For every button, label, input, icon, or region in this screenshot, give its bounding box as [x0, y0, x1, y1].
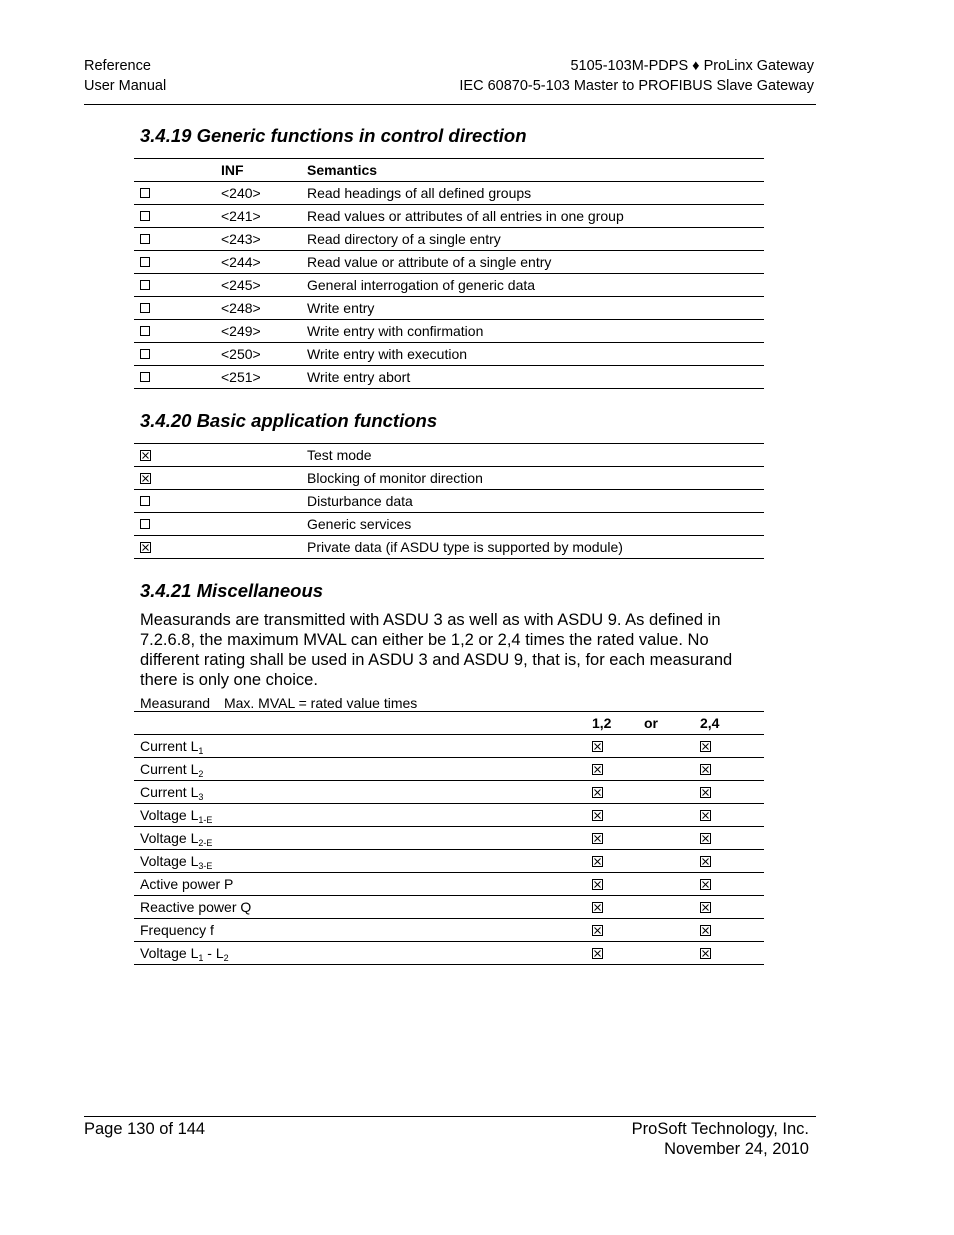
footer-page-number: Page 130 of 144 — [84, 1120, 206, 1138]
checked-box-icon — [592, 833, 603, 844]
measurand-subscript: 1-E — [198, 815, 213, 825]
measurand-name-cell — [134, 781, 592, 804]
table-row — [134, 251, 764, 274]
checked-box-icon — [592, 902, 603, 913]
unchecked-box-icon — [140, 349, 150, 359]
checkbox-cell — [134, 467, 301, 490]
col-2-4-cell — [700, 804, 764, 827]
checked-box-icon — [592, 925, 603, 936]
checkbox-cell — [134, 251, 215, 274]
checkbox-cell — [134, 205, 215, 228]
col-2-4-cell — [700, 850, 764, 873]
checked-box-icon — [700, 764, 711, 775]
col-1-2-cell — [592, 827, 644, 850]
header-reference: Reference — [84, 58, 151, 74]
unchecked-box-icon — [140, 496, 150, 506]
semantics-cell: Write entry with execution — [301, 343, 764, 366]
measurand-name-cell — [134, 873, 592, 896]
function-cell: Blocking of monitor direction — [301, 467, 764, 490]
measurand-name-cell — [134, 758, 592, 781]
table-row — [134, 804, 764, 827]
measurand-name-header — [134, 712, 592, 735]
measurand-name-cell — [134, 942, 592, 965]
col-2-4-cell — [700, 758, 764, 781]
section-title-basic: 3.4.20 Basic application functions — [140, 410, 438, 431]
table-row — [134, 781, 764, 804]
measurand-subscript-2: 2 — [223, 953, 229, 963]
measurand-name: Frequency f — [140, 922, 214, 938]
col-1-2-cell — [592, 804, 644, 827]
checkbox-cell — [134, 274, 215, 297]
col-2-4-cell — [700, 735, 764, 758]
table-row — [134, 735, 764, 758]
semantics-cell: Write entry abort — [301, 366, 764, 389]
table-row — [134, 182, 764, 205]
unchecked-box-icon — [140, 211, 150, 221]
col-or-cell — [644, 781, 700, 804]
measurand-name-tail: - L — [203, 945, 224, 961]
checkbox-cell — [134, 490, 301, 513]
unchecked-box-icon — [140, 372, 150, 382]
unchecked-box-icon — [140, 326, 150, 336]
measurand-name-cell — [134, 919, 592, 942]
table-row — [134, 758, 764, 781]
measurand-name: Current L — [140, 761, 199, 777]
function-cell: Private data (if ASDU type is supported by module) — [301, 536, 764, 559]
measurand-name: Current L — [140, 784, 199, 800]
header-user-manual: User Manual — [84, 77, 167, 94]
checked-box-icon — [592, 741, 603, 752]
measurand-name: Voltage L — [140, 853, 199, 869]
checked-box-icon — [140, 542, 151, 553]
unchecked-box-icon — [140, 257, 150, 267]
unchecked-box-icon — [140, 303, 150, 313]
measurand-subscript: 2 — [198, 769, 204, 779]
checkbox-cell — [134, 513, 301, 536]
inf-cell: <240> — [215, 182, 301, 205]
checked-box-icon — [140, 450, 151, 461]
table-row — [134, 205, 764, 228]
inf-cell: <248> — [215, 297, 301, 320]
table-row — [134, 444, 764, 467]
table-row — [134, 827, 764, 850]
header-product: 5105-103M-PDPS ♦ ProLinx Gateway — [570, 58, 814, 74]
checkbox-cell — [134, 536, 301, 559]
checkbox-cell — [134, 228, 215, 251]
table-row — [134, 490, 764, 513]
table-row — [134, 297, 764, 320]
header-gateway: IEC 60870-5-103 Master to PROFIBUS Slave Gateway — [459, 77, 814, 94]
unchecked-box-icon — [140, 234, 150, 244]
checkbox-cell — [134, 297, 215, 320]
checked-box-icon — [592, 787, 603, 798]
checked-box-icon — [140, 473, 151, 484]
table-row — [134, 274, 764, 297]
inf-cell: <245> — [215, 274, 301, 297]
function-cell: Generic services — [301, 513, 764, 536]
col-1-2-cell — [592, 758, 644, 781]
checked-box-icon — [592, 948, 603, 959]
misc-paragraph: Measurands are transmitted with ASDU 3 as well as with ASDU 9. As defined in 7.2.6.8, the maximum MVAL can either be 1,2 or 2,4 times the rated value. No different rating shall be used in ASDU 3 and ASDU 9, that is, for each measurand there is only one choice. — [140, 611, 733, 689]
function-cell: Disturbance data — [301, 490, 764, 513]
checked-box-icon — [700, 902, 711, 913]
checkbox-cell — [134, 320, 215, 343]
col-2-4-cell — [700, 873, 764, 896]
checkbox-cell — [134, 366, 215, 389]
checkbox-cell — [134, 444, 301, 467]
col-2-4-header: 2,4 — [700, 712, 764, 735]
col-1-2-cell — [592, 873, 644, 896]
checked-box-icon — [700, 810, 711, 821]
col-or-cell — [644, 804, 700, 827]
measurand-name: Voltage L — [140, 830, 199, 846]
table-row — [134, 850, 764, 873]
checked-box-icon — [592, 810, 603, 821]
col-1-2-cell — [592, 919, 644, 942]
checkbox-cell — [134, 343, 215, 366]
col-or-header: or — [644, 712, 700, 735]
col-or-cell — [644, 850, 700, 873]
measurand-subscript: 2-E — [198, 838, 213, 848]
checked-box-icon — [700, 879, 711, 890]
inf-cell: <241> — [215, 205, 301, 228]
measurand-subscript: 1 — [198, 953, 204, 963]
measurand-name-cell — [134, 827, 592, 850]
col-or-cell — [644, 758, 700, 781]
header-right — [459, 57, 814, 96]
generic-functions-body — [134, 182, 764, 389]
semantics-cell: Read directory of a single entry — [301, 228, 764, 251]
col-or-cell — [644, 873, 700, 896]
table-row — [134, 942, 764, 965]
footer-right — [632, 1120, 809, 1159]
unchecked-box-icon — [140, 280, 150, 290]
measurand-subscript: 3 — [198, 792, 204, 802]
semantics-cell: Read headings of all defined groups — [301, 182, 764, 205]
semantics-cell: Read values or attributes of all entries in one group — [301, 205, 764, 228]
section-title-generic: 3.4.19 Generic functions in control direction — [140, 125, 527, 146]
col-or-cell — [644, 919, 700, 942]
col-or-cell — [644, 735, 700, 758]
semantics-cell: Write entry — [301, 297, 764, 320]
col-1-2-cell — [592, 942, 644, 965]
measurand-table — [134, 711, 764, 965]
measurand-name: Active power P — [140, 876, 234, 892]
measurand-body — [134, 735, 764, 965]
caption-mval: Max. MVAL = rated value times — [223, 695, 418, 711]
checked-box-icon — [700, 925, 711, 936]
semantics-cell: Read value or attribute of a single entry — [301, 251, 764, 274]
measurand-name: Voltage L — [140, 945, 199, 961]
table-row — [134, 919, 764, 942]
inf-cell: <250> — [215, 343, 301, 366]
table-row — [134, 896, 764, 919]
inf-cell: <251> — [215, 366, 301, 389]
checkbox-column-header — [134, 159, 215, 182]
function-cell: Test mode — [301, 444, 764, 467]
checked-box-icon — [700, 856, 711, 867]
table-row — [134, 228, 764, 251]
col-1-2-cell — [592, 781, 644, 804]
table-row — [134, 320, 764, 343]
inf-cell: <243> — [215, 228, 301, 251]
col-or-cell — [644, 942, 700, 965]
header-left — [84, 57, 166, 96]
col-1-2-cell — [592, 850, 644, 873]
col-1-2-cell — [592, 735, 644, 758]
measurand-subscript: 3-E — [198, 861, 213, 871]
col-2-4-cell — [700, 942, 764, 965]
measurand-name: Current L — [140, 738, 199, 754]
table-row — [134, 873, 764, 896]
col-2-4-cell — [700, 896, 764, 919]
caption-measurand: Measurand — [140, 695, 211, 711]
measurand-caption — [140, 695, 427, 711]
inf-cell: <244> — [215, 251, 301, 274]
measurand-name: Reactive power Q — [140, 899, 252, 915]
checked-box-icon — [700, 787, 711, 798]
inf-column-header: INF — [215, 159, 301, 182]
table-row — [134, 366, 764, 389]
col-or-cell — [644, 827, 700, 850]
table-row — [134, 343, 764, 366]
unchecked-box-icon — [140, 519, 150, 529]
footer-date: November 24, 2010 — [664, 1139, 809, 1158]
checkbox-cell — [134, 182, 215, 205]
measurand-name-cell — [134, 850, 592, 873]
col-or-cell — [644, 896, 700, 919]
generic-functions-table — [134, 158, 764, 389]
col-1-2-cell — [592, 896, 644, 919]
semantics-cell: General interrogation of generic data — [301, 274, 764, 297]
section-title-misc: 3.4.21 Miscellaneous — [140, 580, 324, 601]
basic-functions-table — [134, 443, 764, 559]
measurand-name-cell — [134, 735, 592, 758]
semantics-cell: Write entry with confirmation — [301, 320, 764, 343]
col-2-4-cell — [700, 781, 764, 804]
col-2-4-cell — [700, 919, 764, 942]
semantics-column-header: Semantics — [301, 159, 764, 182]
measurand-name: Voltage L — [140, 807, 199, 823]
measurand-name-cell — [134, 804, 592, 827]
footer-divider — [84, 1116, 816, 1117]
table-row — [134, 513, 764, 536]
checked-box-icon — [700, 741, 711, 752]
checked-box-icon — [700, 948, 711, 959]
checked-box-icon — [700, 833, 711, 844]
measurand-subscript: 1 — [198, 746, 204, 756]
checked-box-icon — [592, 879, 603, 890]
table-row — [134, 467, 764, 490]
checked-box-icon — [592, 856, 603, 867]
unchecked-box-icon — [140, 188, 150, 198]
checked-box-icon — [592, 764, 603, 775]
header-divider — [84, 104, 816, 105]
basic-functions-body — [134, 444, 764, 559]
col-2-4-cell — [700, 827, 764, 850]
footer-company: ProSoft Technology, Inc. — [631, 1120, 809, 1138]
col-1-2-header: 1,2 — [592, 712, 644, 735]
measurand-name-cell — [134, 896, 592, 919]
table-row — [134, 536, 764, 559]
inf-cell: <249> — [215, 320, 301, 343]
